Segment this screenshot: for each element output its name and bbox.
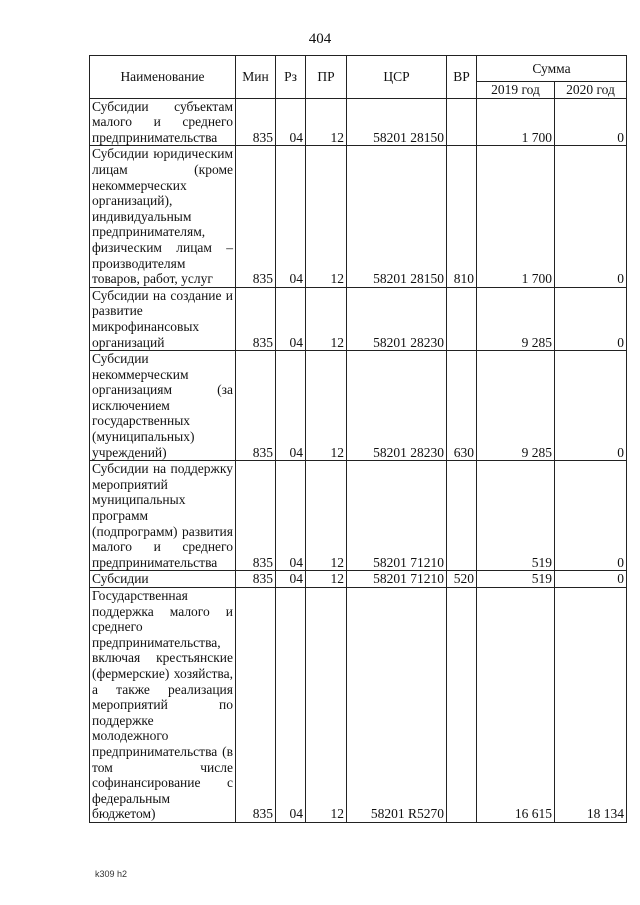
pr-cell: 12: [306, 287, 347, 350]
header-rz: Рз: [276, 56, 306, 99]
table-row: [90, 287, 627, 350]
csr-cell: 58201 R5270: [347, 588, 447, 823]
budget-table: [89, 55, 627, 823]
rz-cell: 04: [276, 461, 306, 571]
header-csr: ЦСР: [347, 56, 447, 99]
amount-2020-cell: 0: [555, 287, 627, 350]
header-name: Наименование: [90, 56, 236, 99]
pr-cell: 12: [306, 571, 347, 588]
pr-cell: 12: [306, 146, 347, 287]
csr-cell: 58201 28230: [347, 287, 447, 350]
pr-cell: 12: [306, 588, 347, 823]
vr-cell: [447, 98, 477, 146]
header-year-2019: 2019 год: [477, 82, 555, 99]
rz-cell: 04: [276, 146, 306, 287]
rz-cell: 04: [276, 571, 306, 588]
csr-cell: 58201 71210: [347, 571, 447, 588]
table-row: [90, 571, 627, 588]
name-cell: Государственная поддержка малого и среднего предпринимательства, включая крестьянские (фермерские) хозяйства, а также реализация мероприятий по поддержке молодежного предпринимательства (в том числе софинансирование с федеральным бюджетом): [90, 588, 236, 823]
csr-cell: 58201 71210: [347, 461, 447, 571]
min-cell: 835: [236, 287, 276, 350]
table-row: [90, 146, 627, 287]
rz-cell: 04: [276, 588, 306, 823]
table-row: [90, 461, 627, 571]
amount-2019-cell: 1 700: [477, 98, 555, 146]
rz-cell: 04: [276, 287, 306, 350]
vr-cell: [447, 588, 477, 823]
header-vr: ВР: [447, 56, 477, 99]
pr-cell: 12: [306, 461, 347, 571]
header-pr: ПР: [306, 56, 347, 99]
amount-2019-cell: 9 285: [477, 287, 555, 350]
page-number: 404: [308, 31, 332, 47]
csr-cell: 58201 28150: [347, 98, 447, 146]
header-min: Мин: [236, 56, 276, 99]
min-cell: 835: [236, 461, 276, 571]
name-cell: Субсидии некоммерческим организациям (за исключением государственных (муниципальных) учреждений): [90, 351, 236, 461]
amount-2019-cell: 1 700: [477, 146, 555, 287]
vr-cell: [447, 287, 477, 350]
name-cell: Субсидии субъектам малого и среднего предпринимательства: [90, 98, 236, 146]
rz-cell: 04: [276, 351, 306, 461]
min-cell: 835: [236, 351, 276, 461]
csr-cell: 58201 28230: [347, 351, 447, 461]
amount-2020-cell: 0: [555, 98, 627, 146]
amount-2019-cell: 519: [477, 571, 555, 588]
table-row: [90, 351, 627, 461]
header-year-2020: 2020 год: [555, 82, 627, 99]
amount-2019-cell: 9 285: [477, 351, 555, 461]
amount-2020-cell: 0: [555, 461, 627, 571]
amount-2019-cell: 519: [477, 461, 555, 571]
amount-2019-cell: 16 615: [477, 588, 555, 823]
min-cell: 835: [236, 146, 276, 287]
rz-cell: 04: [276, 98, 306, 146]
name-cell: Субсидии юридическим лицам (кроме некоммерческих организаций), индивидуальным предпринимателям, физическим лицам – производителям товаров, работ, услуг: [90, 146, 236, 287]
min-cell: 835: [236, 588, 276, 823]
min-cell: 835: [236, 98, 276, 146]
csr-cell: 58201 28150: [347, 146, 447, 287]
footer-code: k309 h2: [95, 869, 128, 879]
amount-2020-cell: 18 134: [555, 588, 627, 823]
name-cell: Субсидии на поддержку мероприятий муниципальных программ (подпрограмм) развития малого и среднего предпринимательства: [90, 461, 236, 571]
vr-cell: [447, 461, 477, 571]
table-row: [90, 588, 627, 823]
pr-cell: 12: [306, 351, 347, 461]
table-row: [90, 98, 627, 146]
amount-2020-cell: 0: [555, 146, 627, 287]
amount-2020-cell: 0: [555, 571, 627, 588]
pr-cell: 12: [306, 98, 347, 146]
vr-cell: 520: [447, 571, 477, 588]
vr-cell: 810: [447, 146, 477, 287]
amount-2020-cell: 0: [555, 351, 627, 461]
vr-cell: 630: [447, 351, 477, 461]
min-cell: 835: [236, 571, 276, 588]
name-cell: Субсидии на создание и развитие микрофинансовых организаций: [90, 287, 236, 350]
header-sum: Сумма: [477, 56, 627, 82]
name-cell: Субсидии: [90, 571, 236, 588]
